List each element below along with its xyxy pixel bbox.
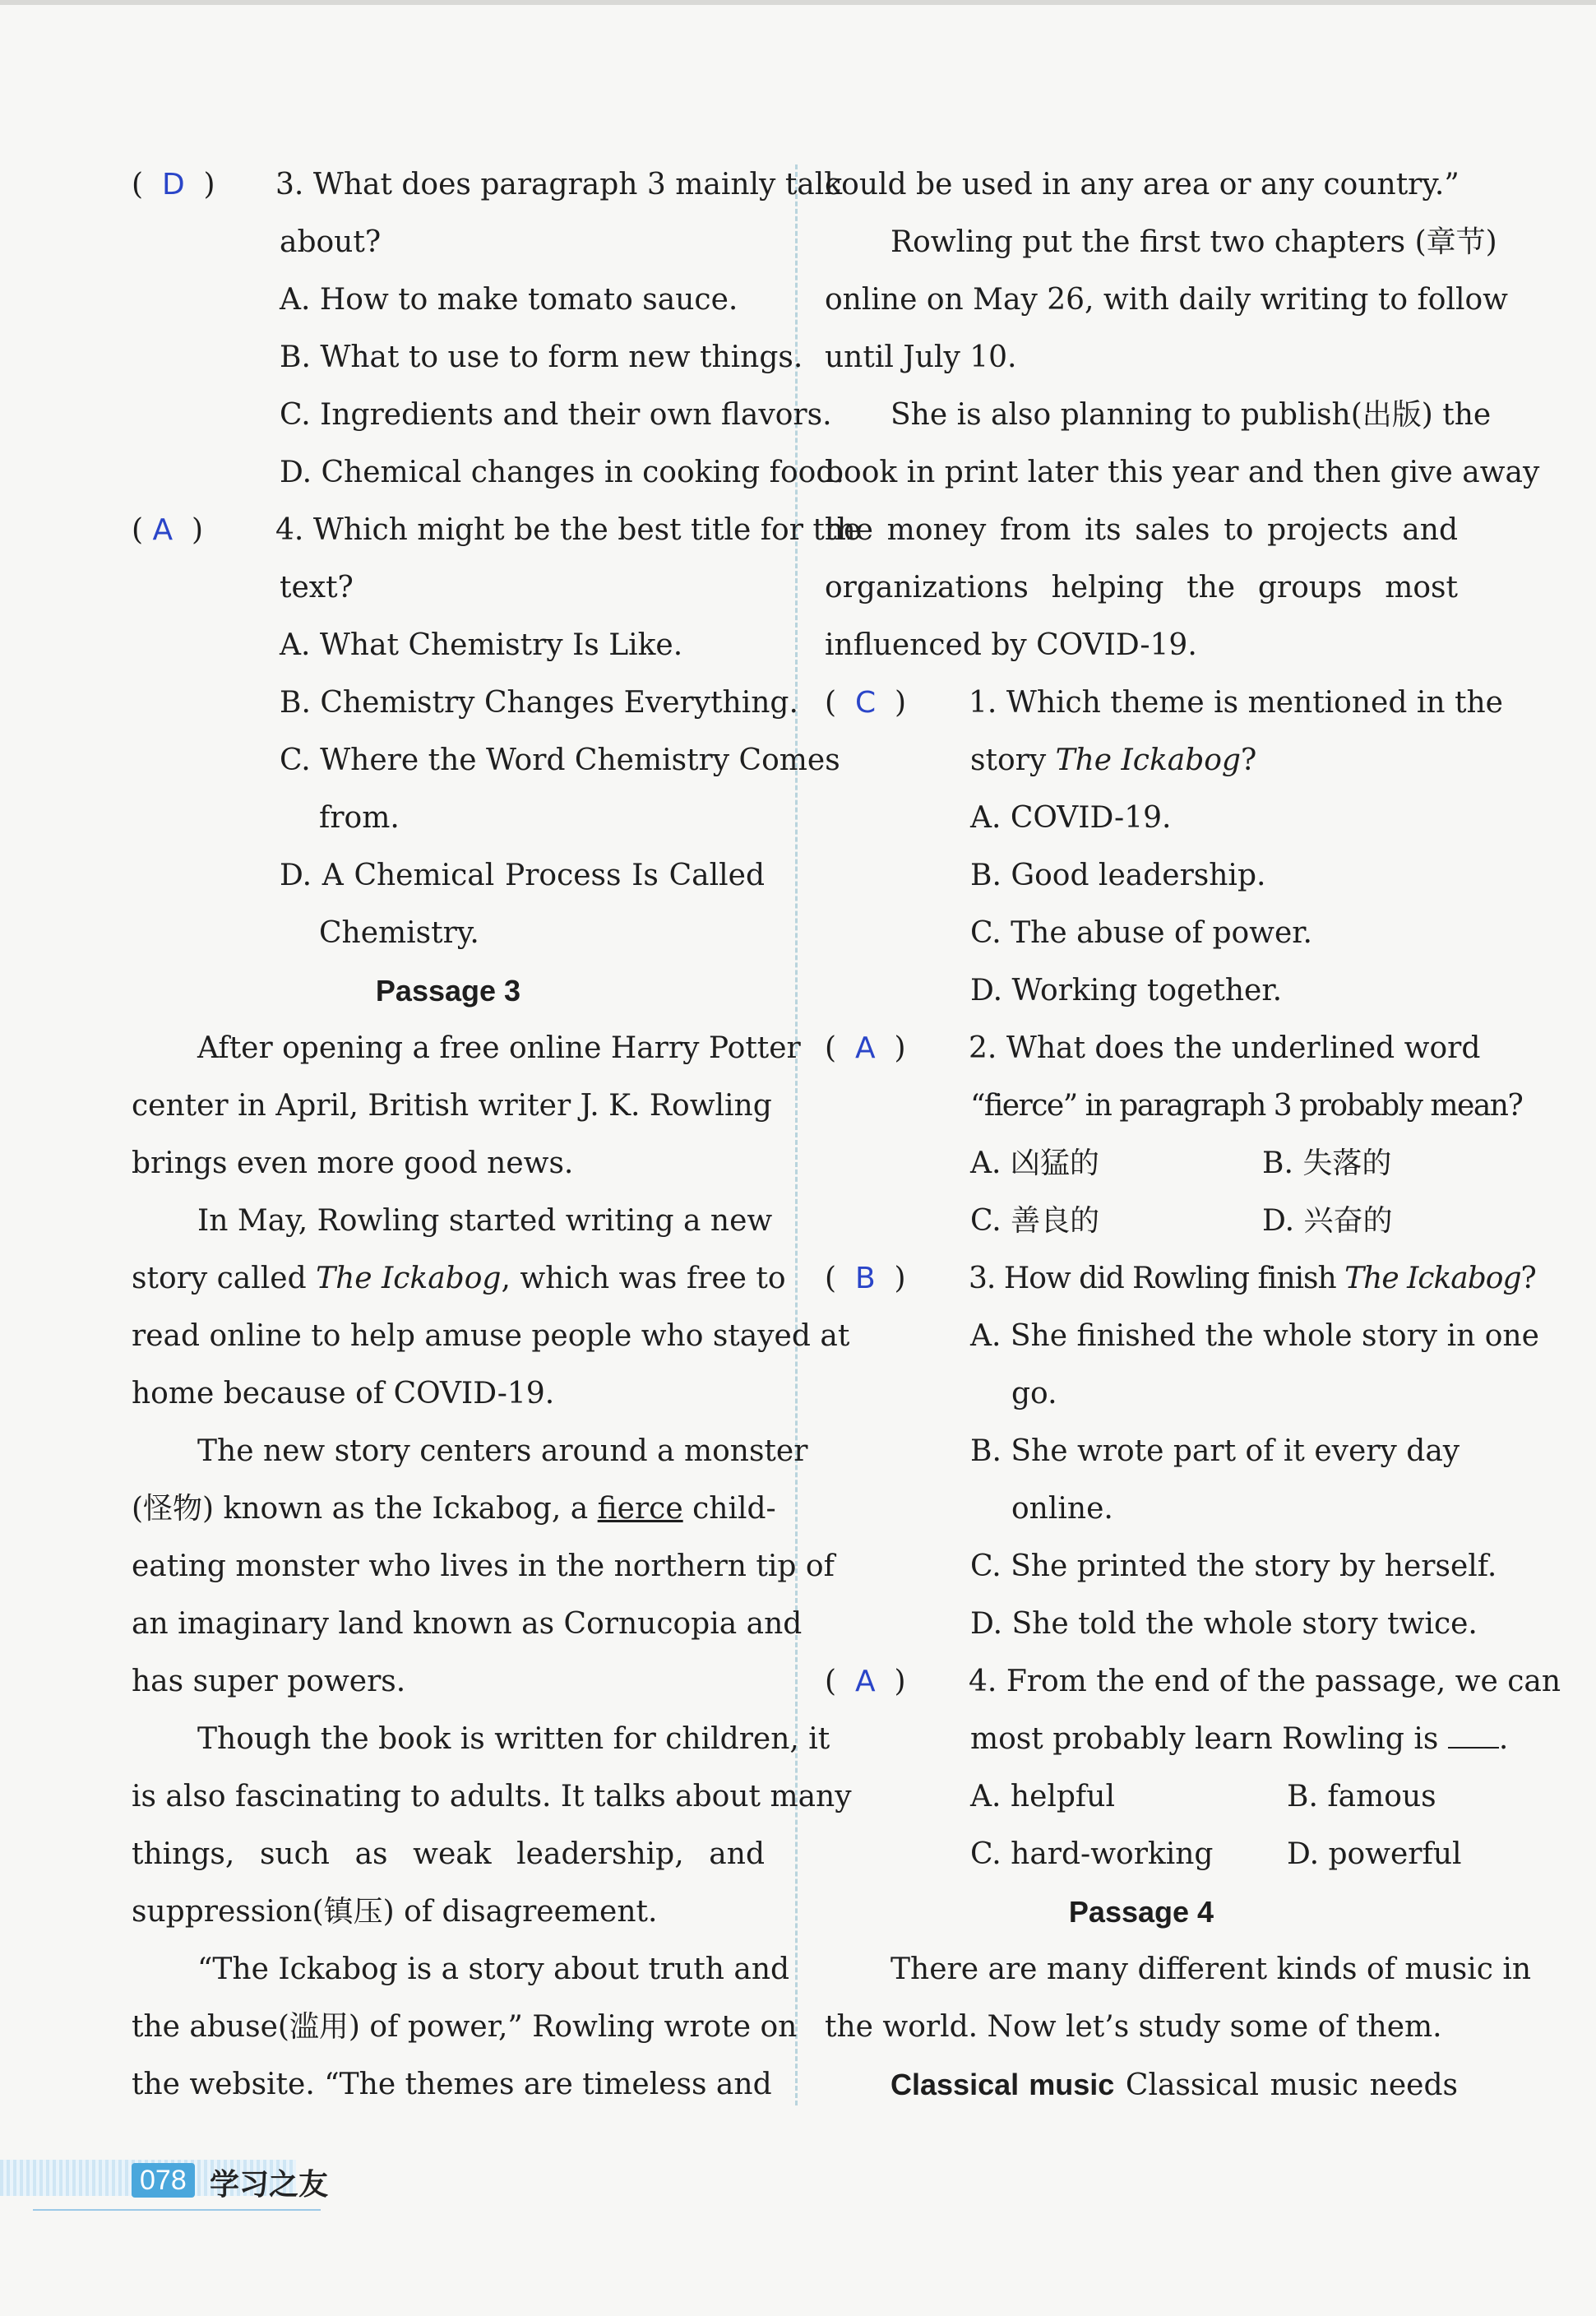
- page-top-edge: [0, 0, 1596, 5]
- paragraph-line: Rowling put the first two chapters (章节): [891, 225, 1497, 259]
- page-footer: [0, 2160, 329, 2217]
- question-4-stem: ( A ) 4. From the end of the passage, we can: [825, 1653, 1458, 1711]
- footer-rule: [33, 2209, 321, 2211]
- option: C. hard-working: [970, 1837, 1214, 1871]
- question-3-stem: ( B ) 3. How did Rowling finish The Ickabog?: [825, 1250, 1458, 1308]
- answer-bracket: ( B ): [825, 1262, 906, 1295]
- option-cont: online.: [1011, 1492, 1113, 1526]
- paragraph-line: eating monster who lives in the northern tip of: [132, 1549, 835, 1583]
- left-column: [132, 156, 862, 2114]
- option: B. famous: [1287, 1780, 1436, 1813]
- paragraph-line: (怪物) known as the Ickabog, a fierce child-: [132, 1492, 776, 1526]
- paragraph-line: Though the book is written for children, it: [197, 1722, 830, 1756]
- page-number: 078: [132, 2163, 195, 2198]
- question-stem-cont: “fierce” in paragraph 3 probably mean?: [970, 1089, 1523, 1123]
- book-title: The Ickabog: [1344, 1262, 1521, 1295]
- option: B. She wrote part of it every day: [970, 1434, 1460, 1468]
- option: A. 凶猛的: [970, 1146, 1099, 1180]
- paragraph-line: She is also planning to publish(出版) the: [891, 398, 1492, 432]
- answer-bracket: ( A ): [825, 1665, 906, 1698]
- option: A. How to make tomato sauce.: [280, 283, 738, 317]
- answer-letter: D: [161, 168, 185, 201]
- section-heading: Classical music: [891, 2068, 1115, 2101]
- paragraph-line: things, such as weak leadership, and: [132, 1837, 765, 1871]
- option: B. Good leadership.: [970, 859, 1266, 892]
- question-stem-cont: most probably learn Rowling is .: [970, 1722, 1509, 1756]
- option-cont: Chemistry.: [319, 916, 479, 950]
- paragraph-line: an imaginary land known as Cornucopia and: [132, 1607, 803, 1641]
- paragraph-line: the abuse(滥用) of power,” Rowling wrote on: [132, 2010, 798, 2044]
- option-cont: go.: [1011, 1377, 1057, 1410]
- option: A. What Chemistry Is Like.: [280, 628, 683, 662]
- paragraph-line: In May, Rowling started writing a new: [197, 1204, 773, 1238]
- answer-bracket: ( C ): [825, 686, 907, 720]
- paragraph-line: Classical music Classical music needs: [891, 2068, 1458, 2102]
- paragraph-line: is also fascinating to adults. It talks about many: [132, 1780, 852, 1813]
- answer-bracket: ( D ): [132, 168, 215, 201]
- paragraph-line: story called The Ickabog, which was free to: [132, 1262, 786, 1295]
- option: B. Chemistry Changes Everything.: [280, 686, 798, 720]
- option: D. Chemical changes in cooking food.: [280, 456, 844, 489]
- right-column: [825, 156, 1561, 2114]
- paragraph-line: The new story centers around a monster: [197, 1434, 808, 1468]
- option: C. The abuse of power.: [970, 916, 1312, 950]
- option-row: [825, 1193, 1458, 1250]
- paragraph-line: suppression(镇压) of disagreement.: [132, 1895, 658, 1929]
- option: B. 失落的: [1262, 1146, 1392, 1180]
- option: A. She finished the whole story in one: [970, 1319, 1539, 1353]
- paragraph-line: book in print later this year and then give away: [825, 456, 1540, 489]
- answer-letter: C: [854, 686, 877, 720]
- answer-letter: B: [854, 1262, 876, 1295]
- answer-letter: A: [854, 1665, 876, 1698]
- paragraph-line: organizations helping the groups most: [825, 571, 1458, 604]
- option: C. 善良的: [970, 1204, 1100, 1238]
- answer-bracket: ( A ): [132, 513, 204, 547]
- question-3-stem: ( D ) 3. What does paragraph 3 mainly talk: [132, 156, 765, 214]
- paragraph-line: has super powers.: [132, 1665, 406, 1698]
- option: D. Working together.: [970, 974, 1283, 1007]
- option: C. She printed the story by herself.: [970, 1549, 1497, 1583]
- option-cont: from.: [319, 801, 400, 835]
- option: B. What to use to form new things.: [280, 340, 803, 374]
- passage-3-title: Passage 3: [375, 974, 521, 1007]
- option-row: [825, 1826, 1462, 1883]
- underlined-word: fierce: [597, 1492, 683, 1526]
- option: D. powerful: [1287, 1837, 1462, 1871]
- answer-letter: A: [152, 513, 173, 547]
- option-row: [825, 1768, 1458, 1826]
- paragraph-line: After opening a free online Harry Potter: [197, 1031, 801, 1065]
- option-row: [825, 1135, 1458, 1193]
- question-stem-cont: about?: [280, 225, 382, 259]
- book-title-footer: 学习之友: [210, 2168, 329, 2202]
- answer-letter: A: [854, 1031, 876, 1065]
- option: C. Where the Word Chemistry Comes: [280, 743, 840, 777]
- question-4-stem: ( A ) 4. Which might be the best title for the: [132, 502, 765, 559]
- paragraph-line: There are many different kinds of music in: [891, 1952, 1532, 1986]
- answer-blank: [1448, 1725, 1499, 1749]
- book-title: The Ickabog: [1055, 743, 1241, 777]
- paragraph-line: until July 10.: [825, 340, 1017, 374]
- paragraph-line: online on May 26, with daily writing to follow: [825, 283, 1508, 317]
- option: D. A Chemical Process Is Called: [280, 859, 765, 892]
- paragraph-line: brings even more good news.: [132, 1146, 574, 1180]
- option: D. She told the whole story twice.: [970, 1607, 1478, 1641]
- question-2-stem: ( A ) 2. What does the underlined word: [825, 1020, 1458, 1077]
- option: A. COVID-19.: [970, 801, 1172, 835]
- paragraph-line: could be used in any area or any country.”: [825, 168, 1460, 201]
- option: A. helpful: [970, 1780, 1115, 1813]
- option: D. 兴奋的: [1262, 1204, 1393, 1238]
- paragraph-line: the website. “The themes are timeless and: [132, 2068, 772, 2101]
- question-1-stem: ( C ) 1. Which theme is mentioned in the: [825, 674, 1458, 732]
- question-stem-cont: text?: [280, 571, 354, 604]
- paragraph-line: the money from its sales to projects and: [825, 513, 1458, 547]
- paragraph-line: home because of COVID-19.: [132, 1377, 555, 1410]
- paragraph-line: read online to help amuse people who stayed at: [132, 1319, 850, 1353]
- paragraph-line: “The Ickabog is a story about truth and: [197, 1952, 790, 1986]
- question-stem-cont: story The Ickabog?: [970, 743, 1257, 777]
- answer-bracket: ( A ): [825, 1031, 906, 1065]
- paragraph-line: influenced by COVID-19.: [825, 628, 1197, 662]
- paragraph-line: the world. Now let’s study some of them.: [825, 2010, 1442, 2044]
- option: C. Ingredients and their own flavors.: [280, 398, 832, 432]
- paragraph-line: center in April, British writer J. K. Rowling: [132, 1089, 772, 1123]
- passage-4-title: Passage 4: [1068, 1895, 1214, 1929]
- book-title: The Ickabog: [316, 1262, 502, 1295]
